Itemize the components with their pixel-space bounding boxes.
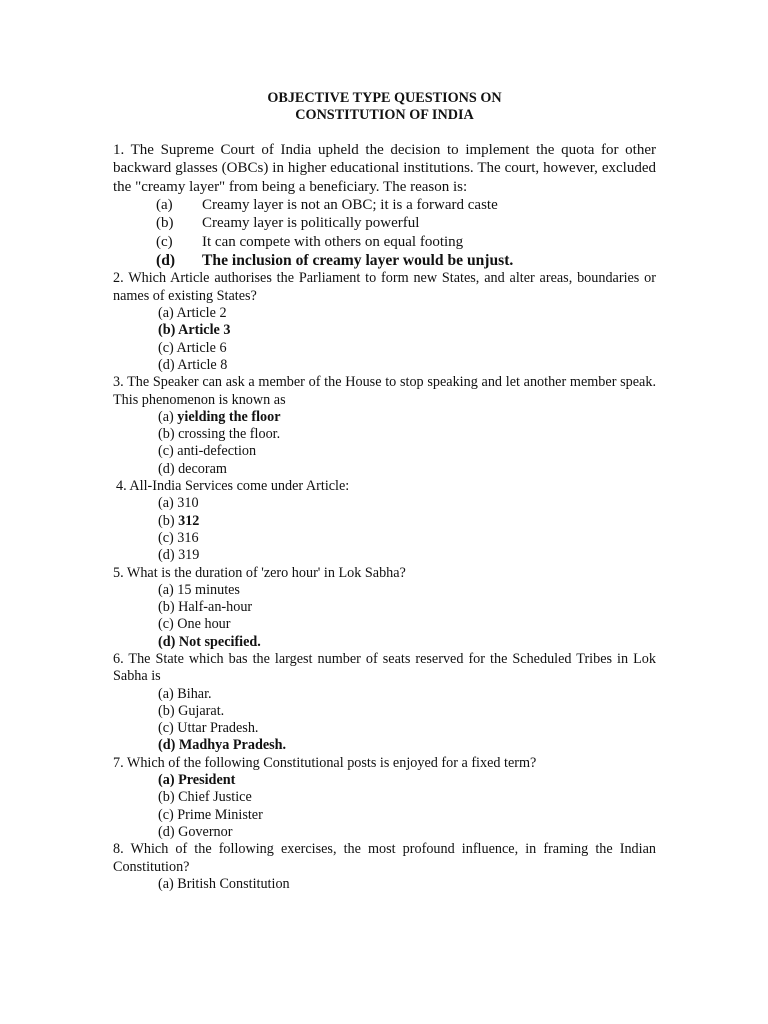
option-letter: (d) <box>156 252 176 270</box>
question-8-text: 8. Which of the following exercises, the most profound influence, in framing the Indian Constitution? <box>113 841 656 875</box>
question-4-text: 4. All-India Services come under Article: <box>116 478 350 495</box>
question-8 <box>113 841 656 893</box>
option-text: The inclusion of creamy layer would be unjust. <box>202 252 514 270</box>
question-1 <box>113 141 656 271</box>
question-4-option-d: (d) 319 <box>158 547 200 564</box>
question-3-text: 3. The Speaker can ask a member of the House to stop speaking and let another member speak. This phenomenon is known as <box>113 374 656 408</box>
question-7 <box>113 755 656 841</box>
question-2 <box>113 270 656 374</box>
title-line-1: OBJECTIVE TYPE QUESTIONS ON <box>267 90 502 106</box>
question-2-option-c: (c) Article 6 <box>158 339 227 356</box>
option-letter: (a) <box>156 197 173 214</box>
question-1-option-a <box>113 196 656 214</box>
question-3 <box>113 374 656 478</box>
document-title <box>113 90 656 125</box>
option-prefix: (a) <box>158 408 178 425</box>
question-8-option-a: (a) British Constitution <box>158 875 290 892</box>
question-5-option-d-answer: (d) Not specified. <box>158 633 261 650</box>
question-1-options <box>113 196 656 270</box>
question-7-option-a-answer: (a) President <box>158 772 236 789</box>
question-6-option-c: (c) Uttar Pradesh. <box>158 720 259 737</box>
option-letter: (b) <box>156 215 174 232</box>
question-6-option-a: (a) Bihar. <box>158 685 212 702</box>
question-4-option-a: (a) 310 <box>158 495 199 512</box>
option-letter: (c) <box>156 233 173 250</box>
question-4 <box>113 478 656 564</box>
question-5 <box>113 565 656 651</box>
question-7-option-b: (b) Chief Justice <box>158 789 252 806</box>
question-6-text: 6. The State which bas the largest number of seats reserved for the Scheduled Tribes in Lok Sabha is <box>113 650 656 685</box>
question-7-option-d: (d) Governor <box>158 823 233 840</box>
question-6-option-b: (b) Gujarat. <box>158 702 225 719</box>
option-text: Creamy layer is not an OBC; it is a forward caste <box>202 197 498 214</box>
question-2-option-b-answer: (b) Article 3 <box>158 322 231 339</box>
question-6 <box>113 651 656 755</box>
title-line-2: CONSTITUTION OF INDIA <box>295 107 474 124</box>
question-2-text: 2. Which Article authorises the Parliament to form new States, and alter areas, boundaries or names of existing States? <box>113 270 656 304</box>
question-7-text: 7. Which of the following Constitutional posts is enjoyed for a fixed term? <box>113 754 537 771</box>
question-1-text: 1. The Supreme Court of India upheld the decision to implement the quota for other backward glasses (OBCs) in higher educational institutions. The court, however, excluded the "creamy layer" from being a beneficiary. The reason is: <box>113 141 656 195</box>
question-1-option-b <box>113 214 656 232</box>
option-answer-text: yielding the floor <box>177 408 281 425</box>
option-text: It can compete with others on equal footing <box>202 233 464 250</box>
option-prefix: (b) <box>158 512 179 529</box>
question-5-option-b: (b) Half-an-hour <box>158 599 253 616</box>
question-6-option-d-answer: (d) Madhya Pradesh. <box>158 737 287 754</box>
question-3-option-b: (b) crossing the floor. <box>158 426 281 443</box>
document-content <box>113 90 656 893</box>
question-3-option-c: (c) anti-defection <box>158 443 257 460</box>
question-5-text: 5. What is the duration of 'zero hour' in Lok Sabha? <box>113 564 406 581</box>
question-1-option-c <box>113 233 656 251</box>
question-4-option-b <box>113 513 656 530</box>
option-answer-text: 312 <box>178 512 200 529</box>
question-7-option-c: (c) Prime Minister <box>158 806 263 823</box>
question-5-option-a: (a) 15 minutes <box>158 581 240 598</box>
question-3-option-a <box>113 409 656 426</box>
question-3-option-d: (d) decoram <box>158 460 227 477</box>
question-2-option-d: (d) Article 8 <box>158 356 228 373</box>
question-5-option-c: (c) One hour <box>158 616 231 633</box>
question-4-option-c: (c) 316 <box>158 529 199 546</box>
option-text: Creamy layer is politically powerful <box>202 215 420 232</box>
question-1-option-d-answer <box>113 251 656 270</box>
question-2-option-a: (a) Article 2 <box>158 305 227 322</box>
